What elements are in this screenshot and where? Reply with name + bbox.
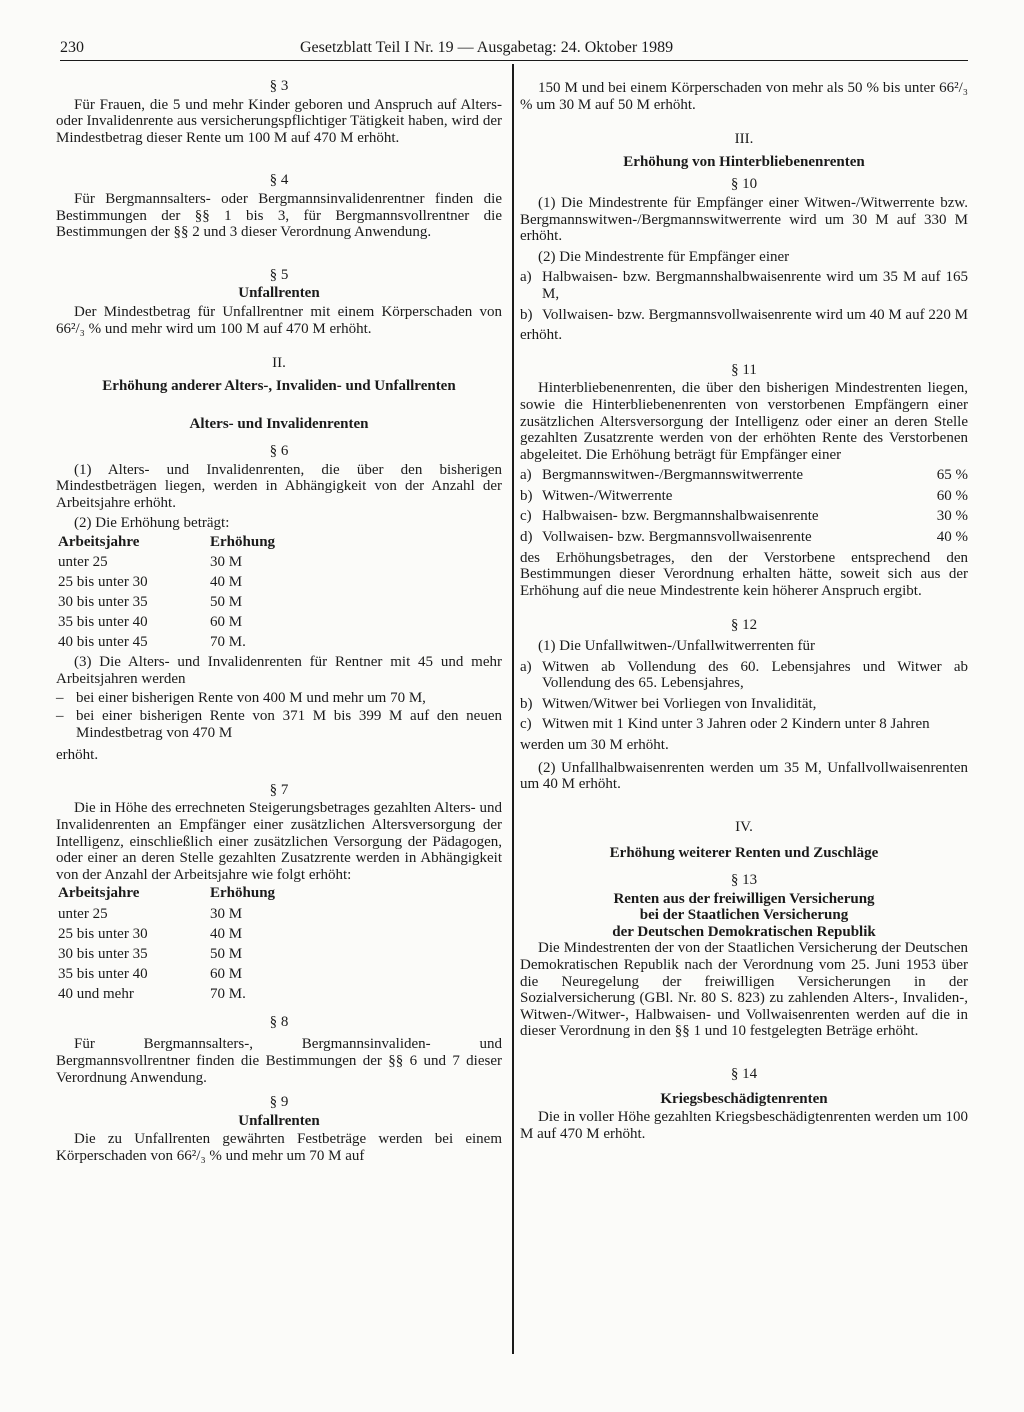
section-title: der Deutschen Demokratischen Republik xyxy=(612,923,876,940)
dash-mark: – xyxy=(56,689,64,706)
section-text: Die Mindestrenten der von der Staatlichen Versicherung der Deutschen Demokratischen Republik nach der Verordnung vom 25. Juni 1953 über die Neuregelung der freiwilligen Versicherungen in der Sozialversicherung (GBl. Nr. 80 S. 823) zu zahlenden Alters-, Invaliden-, Witwen-/Witwer-, Halbwaisen- und Vollwaisenrenten werden auf die in dieser Verordnung in den §§ 1 und 10 festgelegten Beträge erhöht. xyxy=(520,940,968,1040)
section-heading: § 7 xyxy=(269,781,289,798)
section-text: Der Mindestbetrag für Unfallrentner mit einem Körperschaden von 66²/₃ % und mehr wird um 100 M auf 470 M erhöht. xyxy=(56,303,502,337)
section-title: bei der Staatlichen Versicherung xyxy=(639,907,849,924)
table-cell: 30 bis unter 35 xyxy=(58,594,148,611)
part-title: Erhöhung anderer Alters-, Invaliden- und Unfallrenten xyxy=(102,377,456,394)
page-number: 230 xyxy=(60,39,84,56)
section-text: Die in voller Höhe gezahlten Kriegsbeschädigtenrenten werden um 100 M auf 470 M erhöht. xyxy=(520,1109,968,1142)
section-title: Unfallrenten xyxy=(238,285,320,302)
table-header: Arbeitsjahre xyxy=(58,885,140,902)
table-cell: 70 M. xyxy=(210,985,246,1002)
list-label: b) xyxy=(520,487,533,504)
section-paragraph: (1) Alters- und Invalidenrenten, die über den bisherigen Mindestbeträgen liegen, werden in Abhängigkeit von der Anzahl der Arbeitsjahre erhöht. xyxy=(56,461,502,511)
table-row xyxy=(58,984,275,1004)
table-row xyxy=(58,552,275,572)
running-title: Gesetzblatt Teil I Nr. 19 — Ausgabetag: 24. Oktober 1989 xyxy=(300,39,674,56)
list-label: b) xyxy=(520,695,533,712)
table-row xyxy=(58,572,275,592)
right-column xyxy=(520,80,968,1142)
section-paragraph: werden um 30 M erhöht. xyxy=(520,737,669,753)
section-paragraph: (1) Die Mindestrente für Empfänger einer Witwen-/Witwerrente bzw. Bergmannswitwen-/Bergmannswitwerrente wird um 30 M auf 330 M erhöht. xyxy=(520,194,968,245)
section-text: Für Bergmannsalters-, Bergmannsinvaliden- und Bergmannsvollrentner finden die Bestimmungen der §§ 6 und 7 dieser Verordnung Anwendung. xyxy=(56,1036,502,1086)
table-cell: 35 bis unter 40 xyxy=(58,614,148,631)
percent-value: 60 % xyxy=(936,487,968,504)
part-title: Erhöhung weiterer Renten und Zuschläge xyxy=(609,845,879,862)
list-item xyxy=(520,659,968,692)
list-text: Halbwaisen- bzw. Bergmannshalbwaisenrente xyxy=(542,508,819,525)
list-text: Vollwaisen- bzw. Bergmannsvollwaisenrente wird um 40 M auf 220 M xyxy=(542,306,968,323)
dash-text: bei einer bisherigen Rente von 371 M bis 399 M auf den neuen Mindestbetrag von 470 M xyxy=(76,708,502,741)
section-paragraph: des Erhöhungsbetrages, den der Verstorbene entsprechend den Bestimmungen dieser Verordnung erhalten hätte, soweit sich aus der Erhöhung auf die neue Mindestrente kein höherer Anspruch ergibt. xyxy=(520,549,968,599)
table-cell: 35 bis unter 40 xyxy=(58,965,148,982)
list-item xyxy=(520,307,968,324)
section-heading: § 6 xyxy=(269,442,289,459)
section-paragraph: erhöht. xyxy=(56,747,99,764)
list-text: Vollwaisen- bzw. Bergmannsvollwaisenrente xyxy=(542,529,812,546)
table-row xyxy=(58,904,275,924)
table-header: Erhöhung xyxy=(210,533,276,550)
table-cell: unter 25 xyxy=(58,905,108,922)
section-text: Für Bergmannsalters- oder Bergmannsinvalidenrentner finden die Bestimmungen der §§ 1 bis 3, für Bergmannsvollrentner die Bestimmungen der §§ 2 und 3 dieser Verordnung Anwendung. xyxy=(56,190,502,241)
table-cell: 30 M xyxy=(210,905,243,922)
table-cell: 40 M xyxy=(210,925,243,942)
list-item xyxy=(520,488,968,505)
percent-value: 40 % xyxy=(936,529,968,546)
dash-mark: – xyxy=(56,708,64,725)
list-text: Bergmannswitwen-/Bergmannswitwerrente xyxy=(542,467,804,484)
table-cell: 60 M xyxy=(210,965,243,982)
section-heading: § 10 xyxy=(730,176,758,193)
table-row xyxy=(58,632,275,652)
dash-text: bei einer bisherigen Rente von 400 M und mehr um 70 M, xyxy=(76,689,426,706)
table-row xyxy=(58,612,275,632)
section-heading: § 14 xyxy=(730,1065,758,1082)
table-cell: 70 M. xyxy=(210,634,246,651)
percent-value: 65 % xyxy=(936,467,968,484)
section-heading: § 8 xyxy=(269,1013,289,1030)
section-heading: § 12 xyxy=(730,617,758,634)
table-cell: 60 M xyxy=(210,614,243,631)
increase-table xyxy=(58,534,275,652)
section-heading: § 11 xyxy=(731,361,757,378)
table-cell: 25 bis unter 30 xyxy=(58,574,148,591)
table-cell: 40 M xyxy=(210,574,243,591)
section-text: Die zu Unfallrenten gewährten Festbeträge werden bei einem Körperschaden von 66²/₃ % und mehr um 70 M auf xyxy=(56,1131,502,1165)
list-item xyxy=(520,696,968,713)
section-text: 150 M und bei einem Körperschaden von mehr als 50 % bis unter 66²/₃ % um 30 M auf 50 M erhöht. xyxy=(520,80,968,113)
list-text: Halbwaisen- bzw. Bergmannshalbwaisenrente wird um 35 M auf 165 M, xyxy=(542,269,968,302)
section-paragraph: (2) Die Erhöhung beträgt: xyxy=(74,515,230,532)
table-cell: 40 bis unter 45 xyxy=(58,634,148,651)
page-header xyxy=(60,38,968,61)
section-title: Unfallrenten xyxy=(238,1112,320,1129)
column-divider xyxy=(512,64,514,1354)
section-heading: § 5 xyxy=(269,266,289,283)
section-paragraph: (3) Die Alters- und Invalidenrenten für Rentner mit 45 und mehr Arbeitsjahren werden xyxy=(56,654,502,687)
part-numeral: IV. xyxy=(735,818,753,835)
percent-value: 30 % xyxy=(936,508,968,525)
part-numeral: III. xyxy=(734,131,754,148)
table-cell: 30 M xyxy=(210,554,243,571)
section-paragraph: erhöht. xyxy=(520,327,563,344)
table-cell: 30 bis unter 35 xyxy=(58,945,148,962)
increase-table xyxy=(58,885,275,1003)
table-cell: 50 M xyxy=(210,594,243,611)
section-text: Für Frauen, die 5 und mehr Kinder geboren und Anspruch auf Alters- oder Invalidenrente aus versicherungspflichtiger Tätigkeit haben, wird der Mindestbetrag dieser Rente um 100 M auf 470 M erhöht. xyxy=(56,96,502,146)
part-numeral: II. xyxy=(272,355,286,372)
list-item xyxy=(520,716,968,733)
list-label: c) xyxy=(520,716,532,733)
list-label: b) xyxy=(520,306,533,323)
section-title: Kriegsbeschädigtenrenten xyxy=(660,1090,828,1107)
part-title: Erhöhung von Hinterbliebenenrenten xyxy=(623,153,865,170)
dash-item xyxy=(56,708,502,741)
part-subtitle: Alters- und Invalidenrenten xyxy=(189,416,369,433)
left-column xyxy=(56,78,502,1165)
list-item xyxy=(520,508,968,525)
list-item xyxy=(520,467,968,484)
section-heading: § 4 xyxy=(269,172,289,189)
table-cell: 50 M xyxy=(210,945,243,962)
list-text: Witwen/Witwer bei Vorliegen von Invalidität, xyxy=(542,695,817,712)
list-label: a) xyxy=(520,269,532,286)
section-paragraph: (1) Die Unfallwitwen-/Unfallwitwerrenten für xyxy=(538,638,815,655)
list-text: Witwen ab Vollendung des 60. Lebensjahres und Witwer ab Vollendung des 65. Lebensjahres, xyxy=(542,658,968,692)
table-row xyxy=(58,944,275,964)
section-heading: § 3 xyxy=(269,78,289,94)
list-item xyxy=(520,529,968,546)
list-label: c) xyxy=(520,508,532,525)
table-row xyxy=(58,964,275,984)
section-heading: § 9 xyxy=(269,1094,289,1111)
section-text: Die in Höhe des errechneten Steigerungsbetrages gezahlten Alters- und Invalidenrenten an Empfänger einer zusätzlichen Altersversorgung der Intelligenz, einschließlich einer zusätzlichen Versorgung der Pädagogen, oder einer an deren Stelle gezahlten Zusatzrente werden in Abhängigkeit von der Anzahl der Arbeitsjahre wie folgt erhöht: xyxy=(56,800,502,883)
table-header: Erhöhung xyxy=(210,885,276,902)
section-text: Hinterbliebenenrenten, die über den bisherigen Mindestrenten liegen, sowie die Hinterbliebenenrenten von verstorbenen Empfängern einer zusätzlichen Altersversorgung der Intelligenz oder einer an deren Stelle gezahlten Zusatzrente werden von der erhöhten Rente des Verstorbenen abgeleitet. Die Erhöhung beträgt für Empfänger einer xyxy=(520,380,968,463)
list-label: a) xyxy=(520,658,532,675)
list-text: Witwen mit 1 Kind unter 3 Jahren oder 2 Kindern unter 8 Jahren xyxy=(542,716,930,733)
list-label: a) xyxy=(520,467,532,484)
table-cell: 40 und mehr xyxy=(58,985,134,1002)
list-item xyxy=(520,269,968,302)
table-cell: unter 25 xyxy=(58,554,108,571)
table-row xyxy=(58,924,275,944)
dash-item xyxy=(56,690,502,707)
section-title: Renten aus der freiwilligen Versicherung xyxy=(613,890,875,907)
section-paragraph: (2) Unfallhalbwaisenrenten werden um 35 M, Unfallvollwaisenrenten um 40 M erhöht. xyxy=(520,759,968,793)
list-label: d) xyxy=(520,529,533,546)
list-text: Witwen-/Witwerrente xyxy=(542,487,673,504)
section-paragraph: (2) Die Mindestrente für Empfänger einer xyxy=(538,248,790,265)
table-row xyxy=(58,592,275,612)
section-heading: § 13 xyxy=(730,871,758,888)
table-header: Arbeitsjahre xyxy=(58,533,140,550)
table-cell: 25 bis unter 30 xyxy=(58,925,148,942)
